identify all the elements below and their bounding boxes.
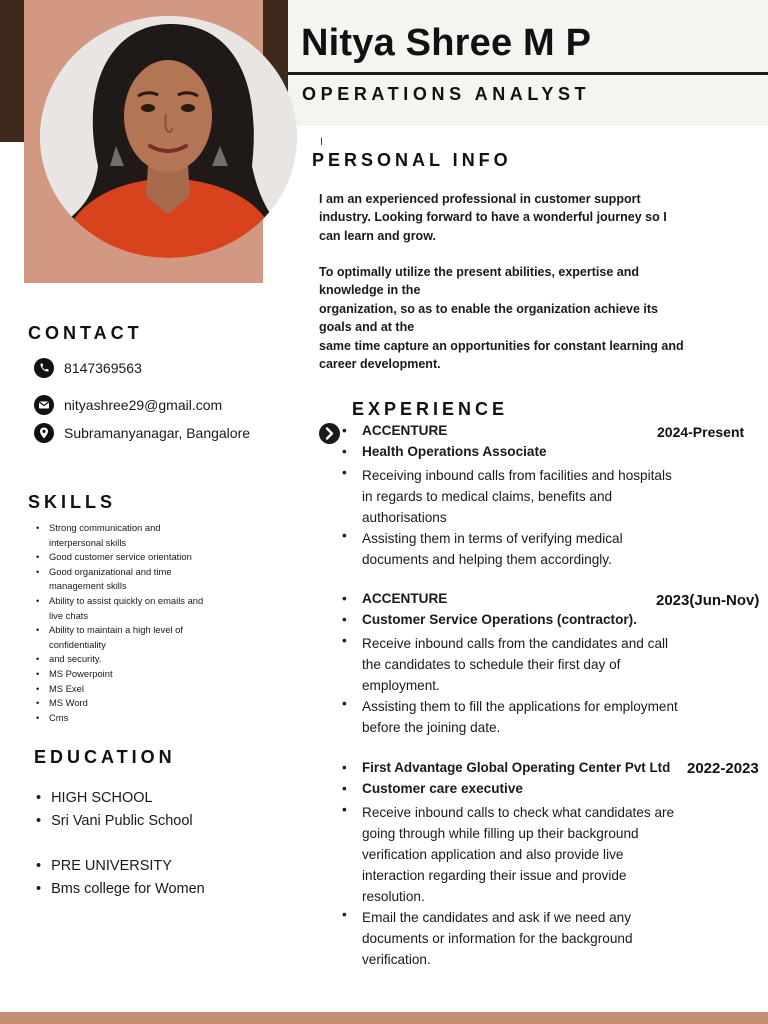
- duty-line: interaction regarding their issue and provide: [362, 868, 627, 883]
- chevron-right-icon: [319, 423, 340, 444]
- skill-item: • MS Exel: [35, 682, 235, 697]
- skill-item: • Good organizational and time: [35, 565, 235, 580]
- education-heading: EDUCATION: [34, 747, 176, 767]
- objective-line: career development.: [319, 357, 441, 372]
- skill-item: • Cms: [35, 711, 235, 726]
- duty-line: employment.: [362, 678, 440, 693]
- phone-number: 8147369563: [64, 360, 142, 376]
- duty-line: Assisting them to fill the applications for employment: [362, 699, 678, 714]
- job-duty: • Receive inbound calls to check what candidates are going through while filling up their background verification application and also provide live interaction regarding their issue and provide resolution.: [342, 802, 674, 907]
- school-name: Sri Vani Public School: [51, 813, 193, 829]
- job-role-row: • Customer Service Operations (contractor).: [342, 612, 637, 627]
- summary-line: can learn and grow.: [319, 228, 436, 243]
- skill-item: interpersonal skills: [49, 536, 127, 548]
- duty-line: documents or information for the background: [362, 931, 633, 946]
- objective-line: goals and at the: [319, 320, 415, 335]
- text-cursor-mark: I: [320, 136, 324, 148]
- education-item: • Sri Vani Public School: [36, 813, 193, 829]
- location-text: Subramanyanagar, Bangalore: [64, 425, 251, 441]
- job-duty: • Receive inbound calls from the candidates and call the candidates to schedule their first day of employment.: [342, 633, 668, 696]
- job-role-row: • Health Operations Associate: [342, 444, 547, 459]
- duty-line: verification application and also provide live: [362, 847, 624, 862]
- job-date: 2022-2023: [687, 760, 759, 777]
- summary-line: industry. Looking forward to have a wonderful journey so I: [319, 210, 667, 225]
- job-date: 2023(Jun-Nov): [656, 592, 760, 609]
- job-date: 2024-Present: [657, 424, 745, 440]
- duty-line: resolution.: [362, 889, 425, 904]
- education-item: • PRE UNIVERSITY: [36, 858, 172, 874]
- education-level: PRE UNIVERSITY: [51, 858, 172, 874]
- college-name: Bms college for Women: [51, 881, 205, 897]
- experience-heading: EXPERIENCE: [352, 399, 509, 419]
- job-duty: • Email the candidates and ask if we need any documents or information for the background verification.: [342, 907, 633, 970]
- career-objective: [319, 263, 699, 373]
- company-name: First Advantage Global Operating Center Pvt Ltd: [362, 760, 671, 775]
- contact-location: [34, 422, 250, 444]
- job-role: Customer care executive: [362, 781, 523, 796]
- education-level: HIGH SCHOOL: [51, 790, 153, 806]
- duty-line: Receive inbound calls from the candidates and call: [362, 636, 669, 651]
- candidate-name: Nitya Shree M P: [301, 22, 592, 64]
- email-icon: [34, 395, 54, 415]
- location-pin-icon: [34, 423, 54, 443]
- summary-line: I am an experienced professional in customer support: [319, 192, 641, 206]
- phone-icon: [34, 358, 54, 378]
- profile-photo: [40, 16, 297, 258]
- duty-line: documents and helping them accordingly.: [362, 552, 612, 567]
- duty-line: in regards to medical claims, benefits and: [362, 489, 613, 504]
- skill-item: • and security.: [35, 652, 235, 667]
- objective-line: organization, so as to enable the organization achieve its: [319, 301, 658, 316]
- job-company-row: • First Advantage Global Operating Center Pvt Ltd: [342, 760, 671, 775]
- company-name: ACCENTURE: [362, 591, 448, 606]
- skill-item: • Good customer service orientation: [35, 550, 235, 565]
- contact-phone: [34, 357, 142, 379]
- duty-line: the candidates to schedule their first day of: [362, 657, 621, 672]
- duty-line: Assisting them in terms of verifying medical: [362, 531, 623, 546]
- duty-line: verification.: [362, 952, 431, 967]
- skill-item: • Ability to maintain a high level of: [35, 623, 235, 638]
- contact-heading: CONTACT: [28, 323, 143, 343]
- job-duty: • Assisting them in terms of verifying medical documents and helping them accordingly.: [342, 528, 623, 570]
- personal-summary: [319, 190, 699, 245]
- skill-item: • Strong communication and: [35, 521, 235, 536]
- objective-line: knowledge in the: [319, 283, 421, 298]
- job-role-row: • Customer care executive: [342, 781, 523, 796]
- job-duty: • Assisting them to fill the applications for employment before the joining date.: [342, 696, 678, 738]
- photo-panel: [24, 0, 263, 283]
- skill-item: live chats: [49, 609, 89, 621]
- skills-heading: SKILLS: [28, 492, 117, 512]
- job-role: Health Operations Associate: [362, 444, 547, 459]
- skill-item: confidentiality: [49, 638, 106, 650]
- job-company-row: • ACCENTURE: [342, 423, 448, 438]
- skill-item: • MS Powerpoint: [35, 667, 235, 682]
- contact-email: [34, 394, 222, 416]
- duty-line: Email the candidates and ask if we need any: [362, 910, 632, 925]
- skill-item: • MS Word: [35, 696, 235, 711]
- job-title: OPERATIONS ANALYST: [302, 84, 591, 104]
- job-role: Customer Service Operations (contractor).: [362, 612, 637, 627]
- portrait-illustration: [40, 16, 297, 258]
- skill-item: management skills: [49, 580, 127, 592]
- education-item: • Bms college for Women: [36, 881, 205, 897]
- job-company-row: • ACCENTURE: [342, 591, 448, 606]
- duty-line: Receiving inbound calls from facilities and hospitals: [362, 468, 672, 483]
- bottom-accent-bar: [0, 1012, 768, 1024]
- company-name: ACCENTURE: [362, 423, 448, 438]
- duty-line: Receive inbound calls to check what candidates are: [362, 805, 675, 820]
- duty-line: going through while filling up their background: [362, 826, 639, 841]
- skills-list: [35, 521, 235, 725]
- objective-line: same time capture an opportunities for constant learning and: [319, 338, 684, 353]
- personal-info-heading: PERSONAL INFO: [312, 150, 512, 170]
- duty-line: before the joining date.: [362, 720, 501, 735]
- objective-line: To optimally utilize the present abilities, expertise and: [319, 265, 639, 279]
- email-address: nityashree29@gmail.com: [64, 397, 223, 413]
- duty-line: authorisations: [362, 510, 447, 525]
- education-item: • HIGH SCHOOL: [36, 790, 153, 806]
- skill-item: • Ability to assist quickly on emails and: [35, 594, 235, 609]
- job-duty: • Receiving inbound calls from facilities and hospitals in regards to medical claims, benefits and authorisations: [342, 465, 672, 528]
- header-divider: [288, 72, 768, 75]
